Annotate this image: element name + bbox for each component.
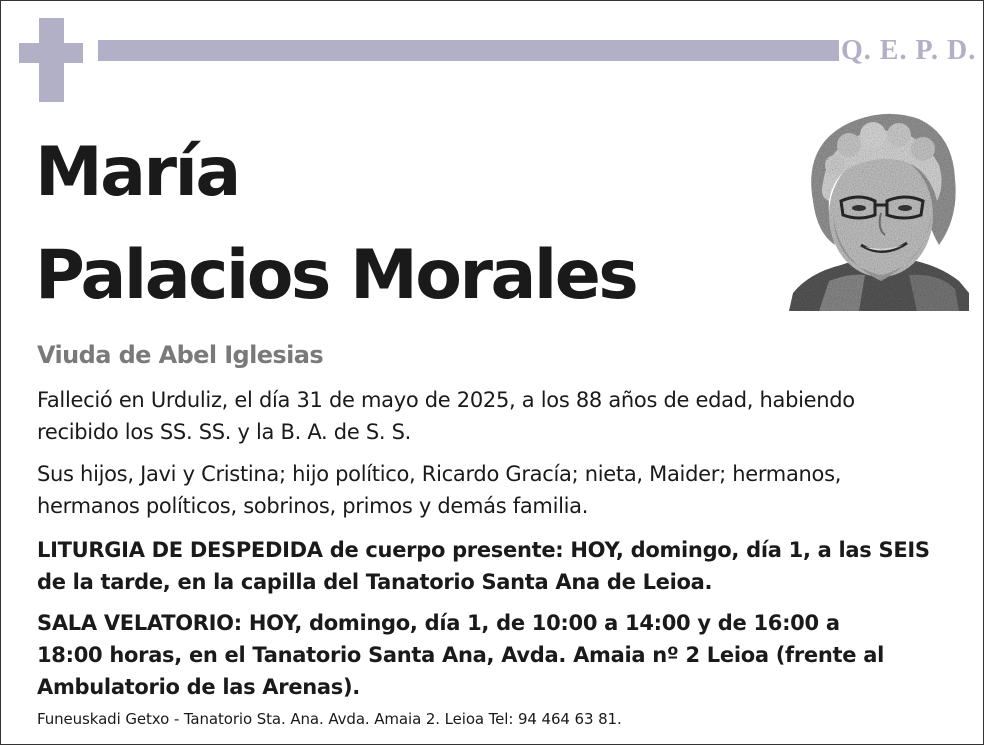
deceased-last-names: Palacios Morales	[35, 236, 637, 315]
text-line: hermanos políticos, sobrinos, primos y demás familia.	[37, 494, 589, 518]
text-line: de la tarde, en la capilla del Tanatorio Santa Ana de Leioa.	[37, 570, 713, 594]
text-line: 18:00 horas, en el Tanatorio Santa Ana, Avda. Amaia nº 2 Leioa (frente al	[37, 643, 884, 667]
wake-room-paragraph	[37, 607, 957, 703]
subtitle-widow: Viuda de Abel Iglesias	[37, 341, 324, 369]
funeral-home-footer: Funeuskadi Getxo - Tanatorio Sta. Ana. Avda. Amaia 2. Leioa Tel: 94 464 63 81.	[37, 710, 622, 728]
qepd-tag: Q. E. P. D.	[841, 35, 977, 66]
text-line: recibido los SS. SS. y la B. A. de S. S.	[37, 420, 412, 444]
text-line: Falleció en Urduliz, el día 31 de mayo de 2025, a los 88 años de edad, habiendo	[37, 388, 855, 412]
text-line: SALA VELATORIO: HOY, domingo, día 1, de 10:00 a 14:00 y de 16:00 a	[37, 611, 840, 635]
portrait-photo	[789, 105, 969, 311]
cross-icon-horizontal	[19, 43, 83, 63]
death-details-paragraph	[37, 384, 957, 448]
text-line: LITURGIA DE DESPEDIDA de cuerpo presente: HOY, domingo, día 1, a las SEIS	[37, 538, 930, 562]
text-line: Sus hijos, Javi y Cristina; hijo político, Ricardo Gracía; nieta, Maider; hermanos,	[37, 462, 842, 486]
liturgy-paragraph	[37, 534, 957, 598]
family-paragraph	[37, 458, 957, 522]
deceased-first-name: María	[35, 133, 239, 212]
header-rule	[98, 40, 839, 61]
text-line: Ambulatorio de las Arenas).	[37, 675, 360, 699]
